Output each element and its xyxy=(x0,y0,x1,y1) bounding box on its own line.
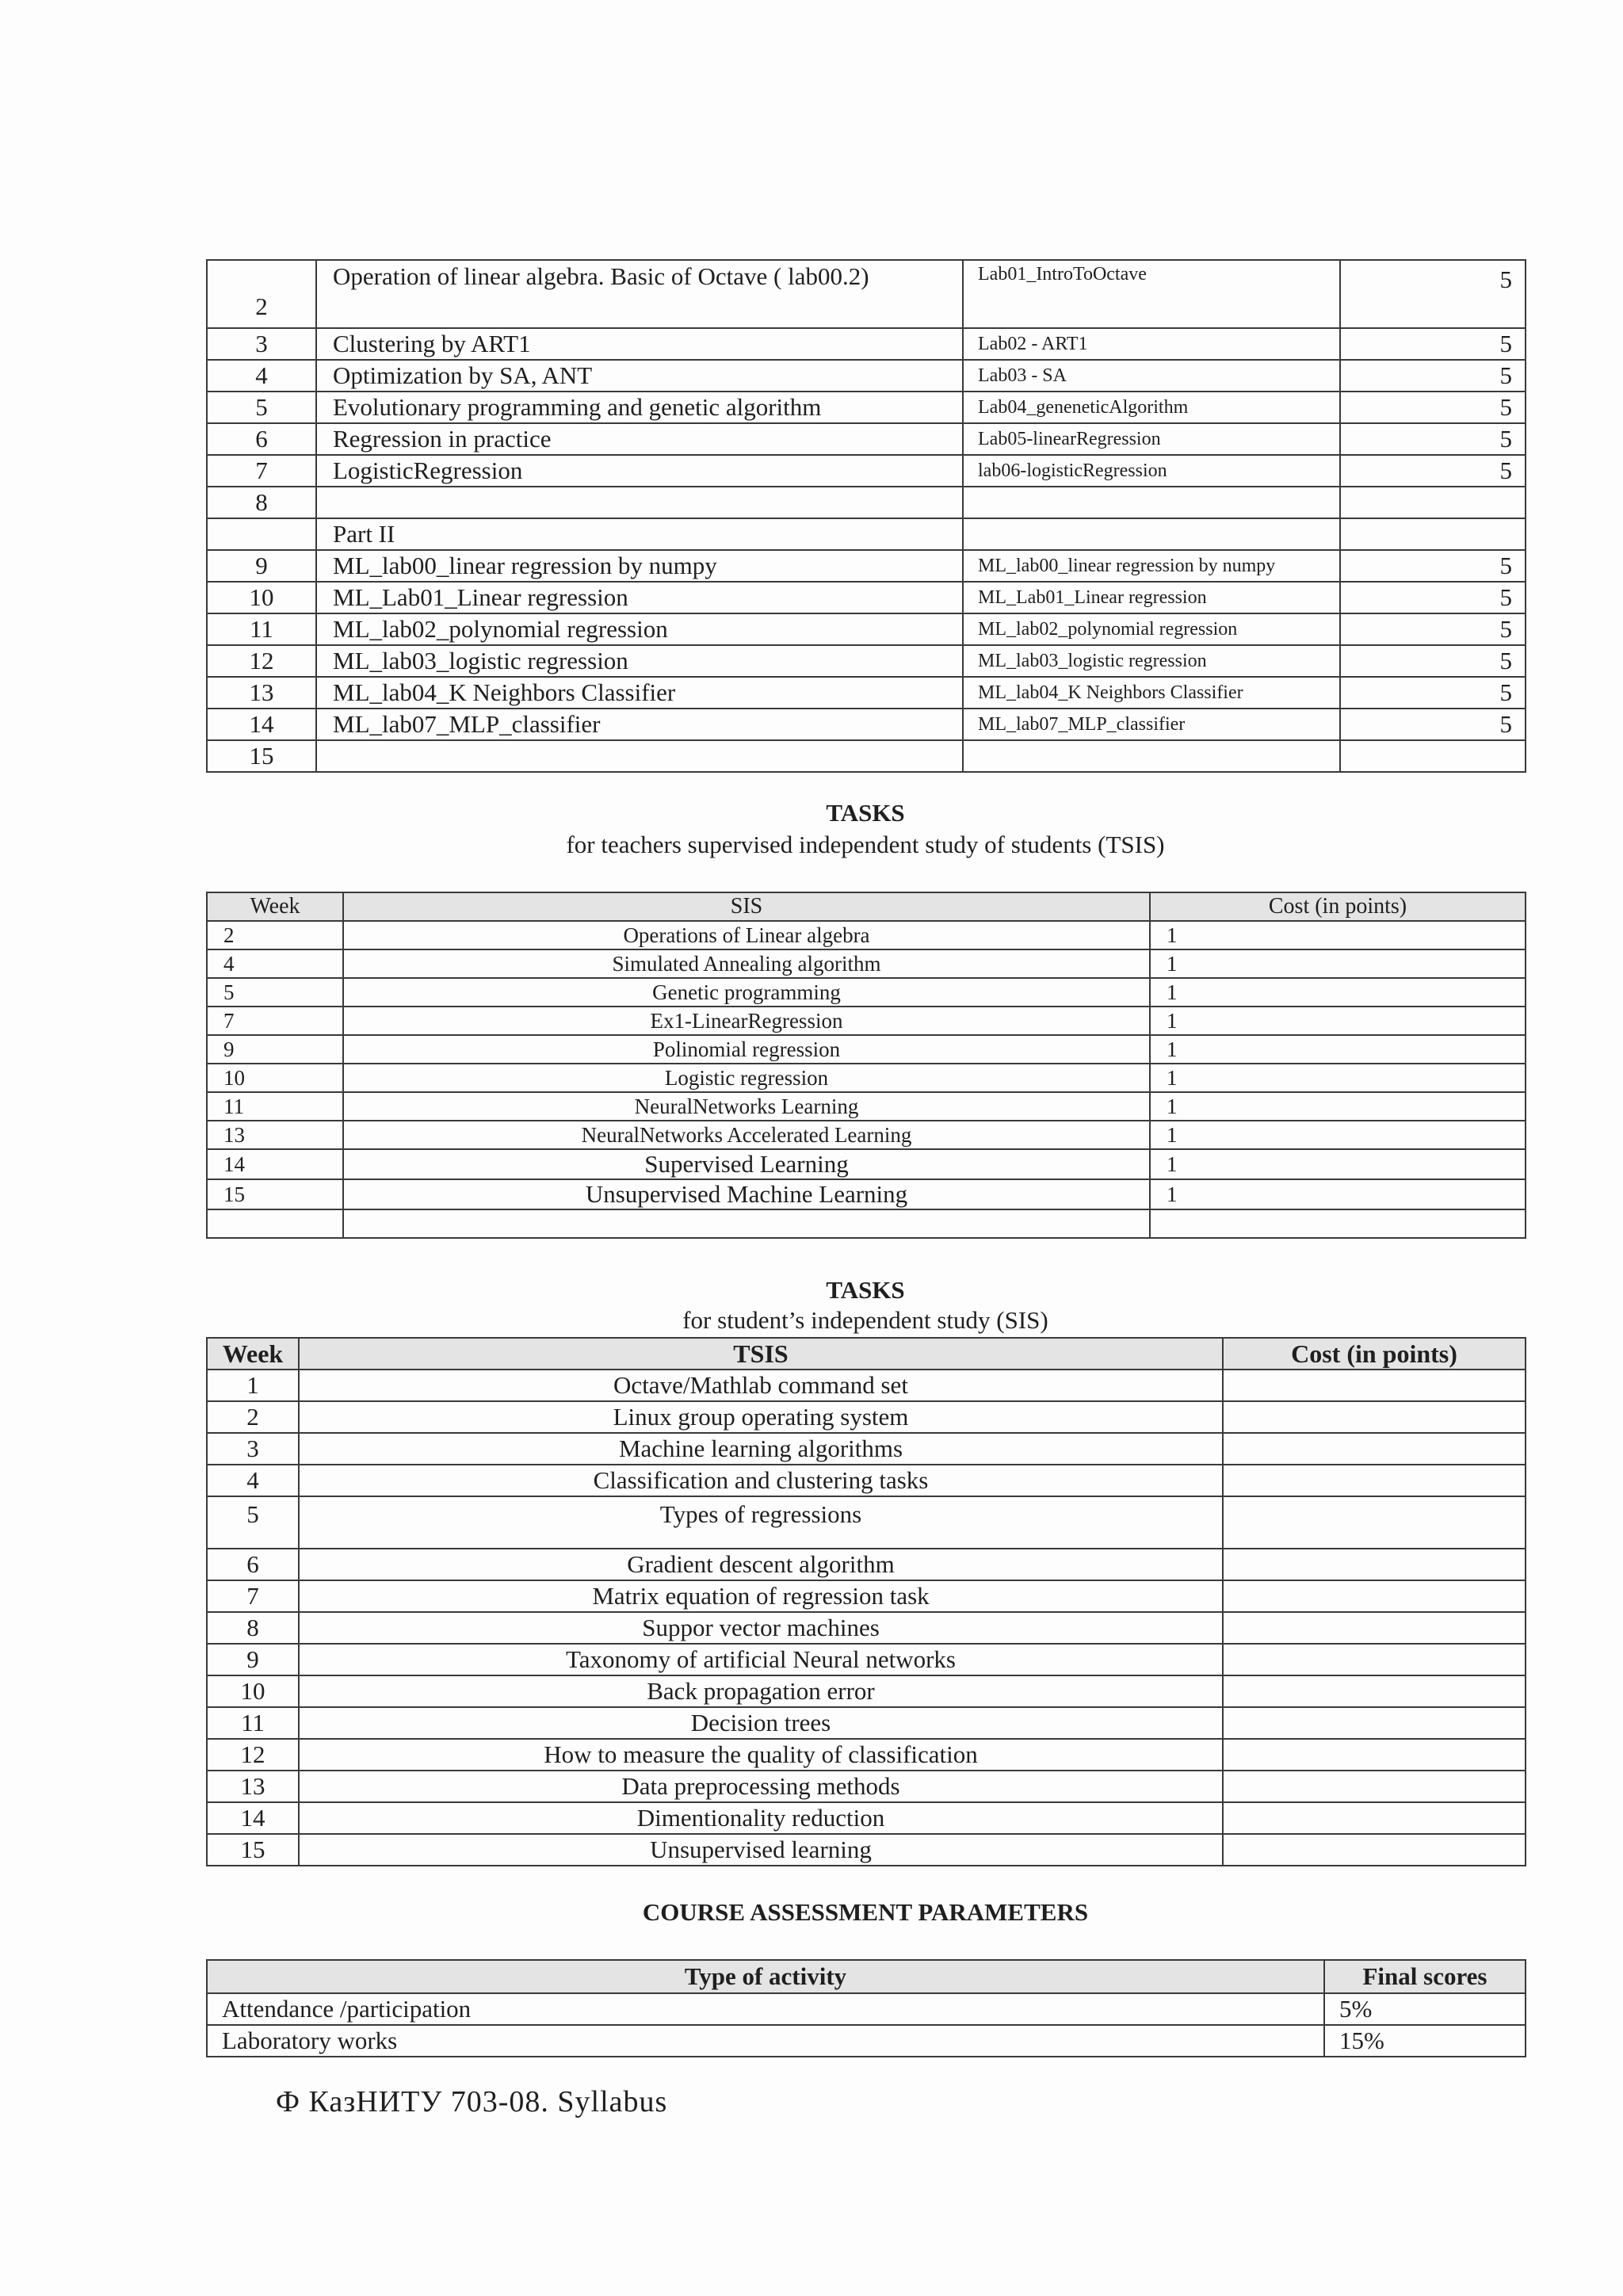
lab-number: 6 xyxy=(207,423,316,455)
topic-cell: Unsupervised Machine Learning xyxy=(343,1179,1150,1209)
table-row xyxy=(207,1149,1526,1179)
week-cell: 13 xyxy=(207,1121,343,1149)
lab-points: 5 xyxy=(1340,392,1526,423)
table-header-row xyxy=(207,1338,1526,1370)
week-cell: 14 xyxy=(207,1149,343,1179)
lab-name: Lab04_geneneticAlgorithm xyxy=(963,392,1340,423)
table-row xyxy=(207,1834,1526,1866)
table-row xyxy=(207,1092,1526,1121)
table-row xyxy=(207,1370,1526,1401)
table-row xyxy=(207,1612,1526,1644)
lab-points: 5 xyxy=(1340,328,1526,360)
lab-points: 5 xyxy=(1340,423,1526,455)
table-row xyxy=(207,1179,1526,1209)
activity-header: Type of activity xyxy=(207,1960,1324,1993)
cost-cell xyxy=(1223,1675,1526,1707)
lab-name: ML_Lab01_Linear regression xyxy=(963,582,1340,613)
table-row xyxy=(207,709,1526,740)
table-row xyxy=(207,1707,1526,1739)
tsis-subtitle: for teachers supervised independent study of students (TSIS) xyxy=(566,831,1165,858)
week-cell: 5 xyxy=(207,978,343,1007)
week-cell: 12 xyxy=(207,1739,299,1771)
lab-topic: ML_Lab01_Linear regression xyxy=(316,582,963,613)
table-row xyxy=(207,1465,1526,1496)
lab-number: 9 xyxy=(207,550,316,582)
table-row xyxy=(207,1433,1526,1465)
table-row xyxy=(207,392,1526,423)
lab-points: 5 xyxy=(1340,709,1526,740)
lab-name xyxy=(963,518,1340,550)
topic-cell xyxy=(343,1209,1150,1238)
cost-cell xyxy=(1223,1612,1526,1644)
score-header: Final scores xyxy=(1324,1960,1526,1993)
topic-cell: Octave/Mathlab command set xyxy=(299,1370,1223,1401)
table-row xyxy=(207,740,1526,772)
labs-table xyxy=(206,259,1526,773)
week-cell: 7 xyxy=(207,1007,343,1035)
lab-points: 5 xyxy=(1340,360,1526,392)
table-row xyxy=(207,260,1526,328)
cost-cell: 1 xyxy=(1150,921,1526,949)
cost-header: Cost (in points) xyxy=(1150,892,1526,921)
cost-cell: 1 xyxy=(1150,1035,1526,1064)
week-cell: 14 xyxy=(207,1802,299,1834)
topic-cell: Suppor vector machines xyxy=(299,1612,1223,1644)
lab-number: 10 xyxy=(207,582,316,613)
table-row xyxy=(207,921,1526,949)
topic-cell: Unsupervised learning xyxy=(299,1834,1223,1866)
lab-number: 12 xyxy=(207,645,316,677)
lab-points: 5 xyxy=(1340,613,1526,645)
assessment-table xyxy=(206,1959,1526,2057)
week-cell xyxy=(207,1209,343,1238)
lab-points: 5 xyxy=(1340,550,1526,582)
topic-cell: Genetic programming xyxy=(343,978,1150,1007)
lab-topic: ML_lab00_linear regression by numpy xyxy=(316,550,963,582)
table-row xyxy=(207,1771,1526,1802)
lab-points: 5 xyxy=(1340,455,1526,487)
topic-cell: Decision trees xyxy=(299,1707,1223,1739)
table-row xyxy=(207,1675,1526,1707)
cost-cell: 1 xyxy=(1150,949,1526,978)
table-row xyxy=(207,518,1526,550)
table-row xyxy=(207,1035,1526,1064)
cost-cell: 1 xyxy=(1150,1007,1526,1035)
week-cell: 9 xyxy=(207,1035,343,1064)
lab-topic: LogisticRegression xyxy=(316,455,963,487)
lab-name: Lab05-linearRegression xyxy=(963,423,1340,455)
lab-name: ML_lab02_polynomial regression xyxy=(963,613,1340,645)
cost-cell xyxy=(1223,1433,1526,1465)
lab-topic xyxy=(316,740,963,772)
week-cell: 6 xyxy=(207,1549,299,1580)
table-row xyxy=(207,1993,1526,2025)
cost-cell: 1 xyxy=(1150,1179,1526,1209)
table-row xyxy=(207,1064,1526,1092)
lab-topic: Optimization by SA, ANT xyxy=(316,360,963,392)
topic-cell: Data preprocessing methods xyxy=(299,1771,1223,1802)
topic-cell: Machine learning algorithms xyxy=(299,1433,1223,1465)
lab-topic: ML_lab07_MLP_classifier xyxy=(316,709,963,740)
score-cell: 5% xyxy=(1324,1993,1526,2025)
topic-cell: How to measure the quality of classification xyxy=(299,1739,1223,1771)
week-cell: 15 xyxy=(207,1179,343,1209)
lab-topic: Regression in practice xyxy=(316,423,963,455)
table-row xyxy=(207,1496,1526,1549)
table-row xyxy=(207,455,1526,487)
cost-cell: 1 xyxy=(1150,978,1526,1007)
cost-cell xyxy=(1150,1209,1526,1238)
week-cell: 7 xyxy=(207,1580,299,1612)
week-cell: 2 xyxy=(207,921,343,949)
topic-cell: Logistic regression xyxy=(343,1064,1150,1092)
lab-topic: Evolutionary programming and genetic algorithm xyxy=(316,392,963,423)
lab-points xyxy=(1340,518,1526,550)
sis-subtitle: for student’s independent study (SIS) xyxy=(682,1306,1048,1334)
cost-cell xyxy=(1223,1549,1526,1580)
topic-cell: NeuralNetworks Accelerated Learning xyxy=(343,1121,1150,1149)
lab-topic: Operation of linear algebra. Basic of Octave ( lab00.2) xyxy=(316,260,963,328)
table-row xyxy=(207,1580,1526,1612)
cost-cell xyxy=(1223,1834,1526,1866)
week-cell: 10 xyxy=(207,1675,299,1707)
lab-topic: ML_lab03_logistic regression xyxy=(316,645,963,677)
week-cell: 10 xyxy=(207,1064,343,1092)
lab-number xyxy=(207,518,316,550)
week-header: Week xyxy=(207,892,343,921)
table-row xyxy=(207,328,1526,360)
sis-title: TASKS xyxy=(826,1276,905,1304)
topic-cell: Ex1-LinearRegression xyxy=(343,1007,1150,1035)
lab-number: 14 xyxy=(207,709,316,740)
cost-header: Cost (in points) xyxy=(1223,1338,1526,1370)
topic-cell: NeuralNetworks Learning xyxy=(343,1092,1150,1121)
table-row xyxy=(207,2025,1526,2057)
week-cell: 11 xyxy=(207,1707,299,1739)
lab-number: 13 xyxy=(207,677,316,709)
table-row xyxy=(207,1644,1526,1675)
topic-header: SIS xyxy=(343,892,1150,921)
lab-name: ML_lab04_K Neighbors Classifier xyxy=(963,677,1340,709)
table-row xyxy=(207,1802,1526,1834)
week-cell: 4 xyxy=(207,1465,299,1496)
table-row xyxy=(207,550,1526,582)
topic-cell: Back propagation error xyxy=(299,1675,1223,1707)
topic-cell: Polinomial regression xyxy=(343,1035,1150,1064)
week-cell: 13 xyxy=(207,1771,299,1802)
cost-cell xyxy=(1223,1496,1526,1549)
table-row xyxy=(207,613,1526,645)
lab-name: Lab01_IntroToOctave xyxy=(963,260,1340,328)
topic-cell: Linux group operating system xyxy=(299,1401,1223,1433)
lab-number: 7 xyxy=(207,455,316,487)
lab-name xyxy=(963,740,1340,772)
cost-cell xyxy=(1223,1802,1526,1834)
lab-name: ML_lab03_logistic regression xyxy=(963,645,1340,677)
cost-cell: 1 xyxy=(1150,1064,1526,1092)
table-row xyxy=(207,423,1526,455)
lab-number: 5 xyxy=(207,392,316,423)
lab-number: 2 xyxy=(207,260,316,328)
week-cell: 5 xyxy=(207,1496,299,1549)
lab-name: Lab02 - ART1 xyxy=(963,328,1340,360)
assessment-title: COURSE ASSESSMENT PARAMETERS xyxy=(642,1898,1089,1926)
cost-cell xyxy=(1223,1707,1526,1739)
cost-cell: 1 xyxy=(1150,1121,1526,1149)
week-cell: 15 xyxy=(207,1834,299,1866)
topic-cell: Supervised Learning xyxy=(343,1149,1150,1179)
cost-cell: 1 xyxy=(1150,1092,1526,1121)
week-cell: 4 xyxy=(207,949,343,978)
lab-name xyxy=(963,487,1340,518)
table-header-row xyxy=(207,1960,1526,1993)
topic-cell: Taxonomy of artificial Neural networks xyxy=(299,1644,1223,1675)
cost-cell xyxy=(1223,1401,1526,1433)
table-row xyxy=(207,978,1526,1007)
lab-number: 11 xyxy=(207,613,316,645)
lab-name: ML_lab07_MLP_classifier xyxy=(963,709,1340,740)
table-header-row xyxy=(207,892,1526,921)
lab-topic: ML_lab04_K Neighbors Classifier xyxy=(316,677,963,709)
week-cell: 9 xyxy=(207,1644,299,1675)
cost-cell: 1 xyxy=(1150,1149,1526,1179)
topic-cell: Operations of Linear algebra xyxy=(343,921,1150,949)
sis-table xyxy=(206,1337,1526,1866)
lab-name: lab06-logisticRegression xyxy=(963,455,1340,487)
week-header: Week xyxy=(207,1338,299,1370)
lab-topic: ML_lab02_polynomial regression xyxy=(316,613,963,645)
lab-name: ML_lab00_linear regression by numpy xyxy=(963,550,1340,582)
topic-header: TSIS xyxy=(299,1338,1223,1370)
lab-number: 3 xyxy=(207,328,316,360)
table-row xyxy=(207,1121,1526,1149)
table-row xyxy=(207,1401,1526,1433)
topic-cell: Types of regressions xyxy=(299,1496,1223,1549)
lab-number: 15 xyxy=(207,740,316,772)
activity-cell: Laboratory works xyxy=(207,2025,1324,2057)
topic-cell: Matrix equation of regression task xyxy=(299,1580,1223,1612)
lab-points: 5 xyxy=(1340,582,1526,613)
table-row xyxy=(207,1209,1526,1238)
lab-number: 4 xyxy=(207,360,316,392)
cost-cell xyxy=(1223,1739,1526,1771)
lab-points: 5 xyxy=(1340,260,1526,328)
tsis-table xyxy=(206,892,1526,1239)
table-row xyxy=(207,1007,1526,1035)
week-cell: 1 xyxy=(207,1370,299,1401)
week-cell: 3 xyxy=(207,1433,299,1465)
lab-points xyxy=(1340,740,1526,772)
cost-cell xyxy=(1223,1771,1526,1802)
cost-cell xyxy=(1223,1465,1526,1496)
lab-points: 5 xyxy=(1340,677,1526,709)
cost-cell xyxy=(1223,1580,1526,1612)
table-row xyxy=(207,645,1526,677)
document-footer: Ф КазНИТУ 703-08. Syllabus xyxy=(276,2085,668,2118)
table-row xyxy=(207,949,1526,978)
table-row xyxy=(207,582,1526,613)
table-row xyxy=(207,487,1526,518)
topic-cell: Classification and clustering tasks xyxy=(299,1465,1223,1496)
table-row xyxy=(207,677,1526,709)
lab-points: 5 xyxy=(1340,645,1526,677)
score-cell: 15% xyxy=(1324,2025,1526,2057)
table-row xyxy=(207,1549,1526,1580)
table-row xyxy=(207,360,1526,392)
week-cell: 2 xyxy=(207,1401,299,1433)
topic-cell: Gradient descent algorithm xyxy=(299,1549,1223,1580)
lab-topic xyxy=(316,487,963,518)
lab-name: Lab03 - SA xyxy=(963,360,1340,392)
week-cell: 8 xyxy=(207,1612,299,1644)
week-cell: 11 xyxy=(207,1092,343,1121)
cost-cell xyxy=(1223,1644,1526,1675)
topic-cell: Simulated Annealing algorithm xyxy=(343,949,1150,978)
lab-topic: Clustering by ART1 xyxy=(316,328,963,360)
table-row xyxy=(207,1739,1526,1771)
topic-cell: Dimentionality reduction xyxy=(299,1802,1223,1834)
tsis-title: TASKS xyxy=(826,799,905,827)
cost-cell xyxy=(1223,1370,1526,1401)
lab-points xyxy=(1340,487,1526,518)
lab-section-label: Part II xyxy=(316,518,963,550)
lab-number: 8 xyxy=(207,487,316,518)
activity-cell: Attendance /participation xyxy=(207,1993,1324,2025)
